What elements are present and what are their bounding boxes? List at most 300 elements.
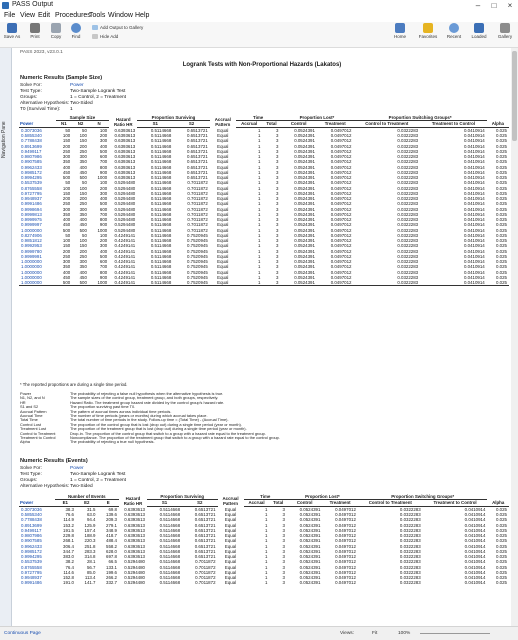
cell-s2: 0.7011872 [187, 211, 208, 217]
cell-control-lost: 0.0524391 [294, 248, 315, 254]
col-accrual: Accrual [236, 121, 263, 127]
cell-treatment-lost: 0.0497012 [317, 280, 354, 286]
cell-s1: 0.5114668 [150, 154, 172, 160]
col-s2: S2 [173, 121, 210, 127]
cell-accrual-pattern: Equal [224, 543, 237, 549]
cell-n: 800 [99, 164, 108, 170]
cell-power[interactable]: 0.9962433 [21, 543, 42, 549]
cell-accrual-pattern: Equal [210, 280, 236, 286]
minimize-icon[interactable]: – [475, 1, 481, 10]
cell-treatment-lost: 0.0497012 [335, 569, 356, 575]
cell-hazard-ratio: 0.6393613 [124, 538, 145, 544]
setting-value: Two-Sided [70, 101, 93, 106]
col-control-lost: Control [280, 121, 317, 127]
col-treatment-lost-events: Treatment [322, 500, 358, 506]
header-number-of-events: Number of Events [55, 494, 120, 500]
cell-accrual-pattern: Equal [224, 575, 237, 581]
cell-accrual-time: 1 [258, 185, 261, 191]
menu-window[interactable]: Window [108, 12, 133, 19]
cell-s1: 0.5114668 [159, 543, 181, 549]
cell-hazard-ratio: 0.5294480 [114, 196, 136, 202]
cell-accrual-pattern: Equal [217, 154, 229, 160]
cell-hazard-ratio: 0.5294480 [114, 222, 136, 228]
cell-accrual-pattern: Equal [224, 522, 237, 528]
navigation-pane[interactable] [0, 48, 12, 626]
menu-view[interactable]: View [20, 12, 36, 19]
cell-accrual-pattern: Equal [224, 564, 237, 570]
cell-treatment-to-control: 0.0410914 [463, 201, 485, 207]
cell-s2: 0.7011872 [187, 227, 208, 233]
setting-row [20, 484, 126, 490]
toolbar-ribbon [0, 22, 518, 48]
vertical-scrollbar[interactable] [511, 48, 518, 626]
cell-control-lost: 0.0524391 [294, 238, 315, 244]
definition-term: Accrual Pattern [20, 408, 47, 414]
cell-hazard-ratio: 0.4249141 [114, 269, 136, 275]
cell-treatment-lost: 0.0497012 [335, 527, 356, 533]
cell-power[interactable]: 0.9994295 [21, 554, 42, 560]
cell-treatment-lost: 0.0497012 [330, 259, 352, 265]
cell-power[interactable]: 0.9985172 [21, 169, 42, 175]
cell-treatment-to-control: 0.0410914 [464, 559, 486, 565]
cell-treatment-lost: 0.0497012 [335, 506, 356, 512]
cell-treatment-lost: 0.0497012 [330, 159, 352, 165]
cell-s2: 0.7011872 [187, 201, 208, 207]
cell-power[interactable]: 0.8913699 [21, 143, 42, 149]
cell-power[interactable]: 0.9999997 [21, 222, 42, 228]
cell-treatment-to-control: 0.0410914 [463, 232, 485, 238]
cell-power[interactable]: 0.9985172 [21, 548, 42, 554]
cell-hazard-ratio: 0.5294480 [114, 190, 136, 196]
cell-control-to-treatment: 0.0322283 [397, 243, 419, 249]
cell-hazard-ratio: 0.6393613 [124, 527, 145, 533]
cell-accrual-time: 1 [258, 248, 261, 254]
cell-accrual-pattern: Equal [217, 138, 229, 144]
cell-accrual-time: 1 [258, 190, 261, 196]
loaded-icon [474, 23, 484, 33]
add-output-to-gallery-button[interactable] [92, 25, 143, 30]
cell-control-lost: 0.0524391 [294, 201, 315, 207]
cell-n: 200 [99, 185, 108, 191]
cell-n: 300 [99, 190, 108, 196]
cell-treatment-to-control: 0.0410914 [463, 164, 485, 170]
cell-control-lost: 0.0524391 [294, 274, 315, 280]
cell-accrual-pattern: Equal [224, 506, 237, 512]
cell-s2: 0.7011872 [187, 206, 208, 212]
cell-s1: 0.5114668 [150, 227, 172, 233]
cell-power[interactable]: 0.9907585 [21, 538, 42, 544]
cell-total-time: 3 [275, 227, 279, 233]
cell-n: 600 [99, 206, 108, 212]
cell-power[interactable]: 0.9851812 [21, 238, 42, 244]
setting-label: Groups: [20, 95, 38, 100]
definition-term: Treatment to Control [20, 435, 56, 441]
cell-total-time: 3 [282, 548, 285, 554]
cell-control-lost: 0.0524391 [294, 264, 315, 270]
cell-control-to-treatment: 0.0322283 [397, 201, 419, 207]
recent-button[interactable] [444, 23, 464, 39]
zoom-slider[interactable] [420, 633, 490, 634]
cell-control-lost: 0.0524391 [299, 554, 321, 560]
cell-accrual-pattern: Equal [224, 580, 237, 586]
cell-s2: 0.7011872 [195, 575, 216, 581]
cell-alpha: 0.025 [496, 217, 507, 223]
cell-treatment-to-control: 0.0410914 [464, 533, 486, 539]
cell-total-time: 3 [282, 533, 285, 539]
cell-power[interactable]: 0.9991486 [21, 201, 42, 207]
cell-power[interactable]: 0.7788438 [21, 517, 42, 523]
cell-s2: 0.7011872 [187, 196, 208, 202]
definition-term: S1 and S2 [20, 404, 39, 410]
cell-hazard-ratio: 0.6393613 [124, 506, 145, 512]
cell-power[interactable]: 0.3073036 [21, 506, 42, 512]
cell-n: 500 [99, 148, 108, 154]
cell-total-time: 3 [275, 269, 279, 275]
home-button[interactable] [390, 23, 410, 39]
cell-accrual-pattern: Equal [217, 248, 229, 254]
cell-power[interactable]: 0.9727795 [21, 569, 42, 575]
cell-total-time: 3 [275, 127, 279, 133]
cell-power[interactable]: 1.0000000 [21, 259, 42, 265]
cell-s1: 0.5114668 [150, 264, 172, 270]
cell-power[interactable]: 0.8765558 [21, 185, 42, 191]
cell-control-lost: 0.0524391 [294, 269, 315, 275]
cell-treatment-to-control: 0.0410914 [464, 527, 486, 533]
cell-s1: 0.5114668 [159, 512, 181, 518]
cell-s2: 0.6513721 [194, 554, 216, 560]
cell-power[interactable]: 0.9992953 [21, 243, 42, 249]
cell-power[interactable]: 0.9999991 [21, 253, 42, 259]
cell-control-lost: 0.0524391 [299, 517, 321, 523]
menu-help[interactable]: Help [135, 12, 150, 19]
cell-power[interactable]: 1.0000000 [21, 274, 42, 280]
cell-power[interactable]: 0.7788438 [21, 138, 42, 144]
cell-hazard-ratio: 0.4249141 [109, 280, 137, 286]
cell-control-to-treatment: 0.0322283 [399, 548, 421, 554]
find-button[interactable] [68, 23, 84, 39]
cell-control-lost: 0.0524391 [294, 143, 315, 149]
cell-hazard-ratio: 0.6393613 [124, 517, 145, 523]
cell-control-lost: 0.0524391 [294, 206, 315, 212]
cell-control-lost: 0.0524391 [294, 159, 315, 165]
cell-power[interactable]: 0.9991486 [21, 580, 42, 586]
version-label: PASS 2023, v23.0.1 [20, 50, 63, 55]
cell-s1: 0.5114668 [137, 280, 173, 286]
zoom-level[interactable]: 100% [398, 631, 411, 636]
col-alpha-events: Alpha [487, 500, 509, 506]
cell-total-time: 3 [282, 538, 285, 544]
cell-treatment-to-control: 0.0410914 [463, 159, 485, 165]
cell-treatment-to-control: 0.0410914 [464, 575, 486, 581]
cell-total-time: 3 [275, 164, 279, 170]
hide-add-button[interactable] [92, 34, 118, 39]
cell-power[interactable]: 0.3073036 [21, 127, 42, 133]
cell-power[interactable]: 0.9998694 [21, 206, 42, 212]
cell-power[interactable]: 0.9499117 [21, 148, 42, 154]
cell-n2: 250 [79, 148, 87, 154]
cell-n: 209.3 [106, 517, 117, 523]
cell-hazard-ratio: 0.6393613 [114, 143, 136, 149]
footnote-sample-size: * The reported proportions are during a single time period. [20, 382, 128, 387]
setting-value: Two-Sided [70, 484, 93, 489]
cell-hazard-ratio: 0.6393613 [114, 133, 136, 139]
cell-accrual-pattern: Equal [217, 148, 229, 154]
cell-alpha: 0.025 [496, 522, 507, 528]
cell-power[interactable]: 0.5537539 [21, 559, 42, 565]
cell-treatment-to-control: 0.0410914 [463, 264, 485, 270]
cell-accrual-pattern: Equal [224, 527, 237, 533]
cell-power[interactable]: 0.9994295 [21, 175, 42, 181]
cell-power[interactable]: 0.9807986 [21, 154, 42, 160]
cell-power[interactable]: 0.9499117 [21, 527, 42, 533]
menu-edit[interactable]: Edit [38, 12, 51, 19]
cell-accrual-time: 1 [258, 259, 261, 265]
save-as-label: Save As [3, 34, 21, 39]
cell-n2: 350 [79, 211, 87, 217]
cell-power[interactable]: 0.5855340 [21, 512, 42, 518]
cell-n2: 100 [79, 133, 87, 139]
favorites-label: Favorites [418, 34, 438, 39]
cell-alpha: 0.025 [496, 133, 507, 139]
cell-n1: 76.4 [65, 564, 74, 570]
cell-control-to-treatment: 0.0322283 [397, 248, 419, 254]
cell-power[interactable]: 0.8274906 [21, 232, 42, 238]
cell-alpha: 0.025 [496, 253, 507, 259]
cell-control-to-treatment: 0.0322283 [397, 159, 419, 165]
cell-control-lost: 0.0524391 [294, 164, 315, 170]
maximize-icon[interactable]: □ [491, 1, 497, 10]
cell-n2: 94.4 [86, 517, 96, 523]
cell-s1: 0.5114668 [159, 575, 181, 581]
loaded-button[interactable] [468, 23, 490, 39]
cell-treatment-lost: 0.0497012 [335, 533, 356, 539]
cell-s1: 0.5114668 [150, 201, 172, 207]
cell-control-lost: 0.0524391 [294, 148, 315, 154]
cell-hazard-ratio: 0.6393613 [124, 512, 145, 518]
setting-value: Two-Sample Logrank Test [70, 472, 126, 477]
cell-control-lost: 0.0524391 [294, 175, 315, 181]
definition-text: The proportion of the treatment group that is lost (drop out) during a single time period (year or month). [70, 426, 247, 432]
cell-s2: 0.6513721 [187, 143, 208, 149]
cell-total-time: 3 [275, 190, 279, 196]
header-accrual-pattern-events: Accrual Pattern [222, 495, 239, 506]
cell-n1: 100 [62, 238, 71, 244]
cell-treatment-lost: 0.0497012 [330, 201, 352, 207]
cell-s1: 0.5114668 [159, 569, 181, 575]
cell-control-lost: 0.0524391 [299, 543, 321, 549]
cell-control-lost: 0.0524391 [294, 217, 315, 223]
cell-accrual-pattern: Equal [217, 206, 229, 212]
definition-term: Control to Treatment [20, 430, 56, 436]
cell-s1: 0.5114668 [150, 169, 172, 175]
favorites-button[interactable] [416, 23, 440, 39]
setting-value[interactable]: Power [70, 466, 84, 471]
cell-s1: 0.5114668 [159, 580, 181, 586]
cell-s2: 0.7520945 [187, 248, 208, 254]
fit-button[interactable]: Fit [372, 631, 378, 636]
menu-tools[interactable]: Tools [89, 12, 106, 19]
col-control-lost-events: Control [287, 500, 323, 506]
cell-s1: 0.5114668 [150, 164, 172, 170]
cell-power[interactable]: 1.0000000 [19, 280, 56, 286]
cell-accrual-time: 1 [265, 527, 268, 533]
cell-n: 266.2 [106, 575, 117, 581]
cell-power[interactable]: 0.8765558 [21, 564, 42, 570]
cell-accrual-pattern: Equal [217, 259, 229, 265]
cell-s2: 0.7520945 [187, 259, 208, 265]
gallery-button[interactable] [494, 23, 516, 39]
cell-power[interactable]: 0.9807986 [21, 533, 42, 539]
cell-hazard-ratio: 0.5294480 [114, 211, 136, 217]
cell-control-lost: 0.0524391 [294, 185, 315, 191]
cell-n1: 300 [62, 154, 71, 160]
cell-treatment-to-control: 0.0410914 [420, 280, 487, 286]
scrollbar-thumb[interactable] [512, 51, 517, 141]
cell-treatment-to-control: 0.0410914 [464, 517, 486, 523]
cell-accrual-time: 1 [258, 211, 261, 217]
cell-total-time: 3 [275, 211, 279, 217]
printer-icon [30, 23, 40, 33]
cell-control-to-treatment: 0.0322283 [399, 569, 421, 575]
report-title: Logrank Tests with Non-Proportional Hazards (Lakatos) [182, 62, 342, 68]
cell-power[interactable]: 0.9999780 [21, 248, 42, 254]
cell-n2: 141.7 [84, 580, 96, 586]
cell-power[interactable]: 0.9727795 [21, 190, 42, 196]
cell-power[interactable]: 0.5537539 [21, 180, 42, 186]
cell-n1: 250 [62, 148, 71, 154]
cell-control-to-treatment: 0.0322283 [399, 554, 421, 560]
cell-n2: 500 [79, 175, 87, 181]
cell-accrual-pattern: Equal [217, 133, 229, 139]
cell-control-lost: 0.0524391 [294, 169, 315, 175]
cell-accrual-pattern: Equal [217, 159, 229, 165]
cell-total-time: 3 [282, 569, 285, 575]
cell-hazard-ratio: 0.5294480 [124, 580, 145, 586]
menu-procedures[interactable]: Procedures [55, 12, 91, 19]
cell-control-to-treatment: 0.0322283 [397, 133, 419, 139]
cell-hazard-ratio: 0.4249141 [114, 248, 136, 254]
cell-accrual-pattern: Equal [217, 201, 229, 207]
cell-s1: 0.5114668 [150, 190, 172, 196]
cell-s2: 0.6513721 [187, 133, 208, 139]
cell-n1: 191.5 [63, 527, 74, 533]
copy-button[interactable] [48, 23, 64, 39]
cell-treatment-to-control: 0.0410914 [463, 190, 485, 196]
cell-s2: 0.6513721 [187, 175, 208, 181]
cell-n2: 400 [79, 217, 87, 223]
cell-total-time: 3 [275, 232, 279, 238]
cell-hazard-ratio: 0.6393613 [124, 522, 145, 528]
save-as-button[interactable] [2, 23, 22, 39]
header-proportion-switching-events: Proportion Switching Groups* [358, 494, 488, 500]
definition-text: The proportion surviving past time T0. [70, 404, 136, 410]
section-heading-events: Numeric Results (Events) [20, 458, 88, 464]
cell-accrual-time: 1 [265, 575, 268, 581]
cell-control-lost: 0.0524391 [294, 253, 315, 259]
cell-hazard-ratio: 0.4249141 [114, 259, 136, 265]
cell-accrual-time: 1 [258, 274, 261, 280]
cell-power[interactable]: 0.8913699 [21, 522, 42, 528]
cell-s2: 0.6513721 [187, 159, 208, 165]
cell-hazard-ratio: 0.6393613 [124, 554, 145, 560]
cell-n: 900 [99, 222, 108, 228]
cell-treatment-to-control: 0.0410914 [463, 222, 485, 228]
cell-accrual-pattern: Equal [224, 554, 237, 560]
col-control-to-treatment: Control to Treatment [353, 121, 420, 127]
cell-power[interactable]: 1.0000000 [21, 227, 42, 233]
cell-n2: 125.9 [84, 522, 96, 528]
cell-n2: 150 [79, 138, 87, 144]
results-table-events [19, 494, 509, 586]
cell-power[interactable]: 0.9948937 [21, 196, 42, 202]
cell-alpha: 0.025 [496, 548, 507, 554]
cell-n2: 200 [79, 196, 87, 202]
cell-treatment-lost: 0.0497012 [330, 148, 352, 154]
cell-s2: 0.7011872 [195, 569, 216, 575]
cell-treatment-to-control: 0.0410914 [463, 227, 485, 233]
definition-term: Total Time [20, 417, 38, 423]
cell-control-to-treatment: 0.0322283 [397, 232, 419, 238]
definition-text: The pattern of accrual times across individual time periods. [70, 408, 172, 414]
cell-control-lost: 0.0524391 [294, 227, 315, 233]
results-table-sample-size [19, 115, 509, 286]
col-treatment-to-control-events: Treatment to Control [423, 500, 488, 506]
cell-treatment-lost: 0.0497012 [330, 217, 352, 223]
print-button[interactable] [26, 23, 44, 39]
cell-treatment-lost: 0.0497012 [335, 512, 356, 518]
cell-treatment-to-control: 0.0410914 [464, 548, 486, 554]
setting-value[interactable]: Power [70, 83, 84, 88]
cell-power[interactable]: 1.0000000 [21, 264, 42, 270]
cell-hazard-ratio: 0.6393613 [114, 175, 136, 181]
cell-s2: 0.6513721 [194, 548, 216, 554]
cell-power[interactable]: 0.9948937 [21, 575, 42, 581]
cell-alpha: 0.025 [496, 559, 507, 565]
cell-n: 500 [99, 201, 108, 207]
close-icon[interactable]: × [507, 1, 513, 10]
cell-control-to-treatment: 0.0322283 [353, 280, 420, 286]
cell-s2: 0.7520945 [187, 243, 208, 249]
cell-n2: 500 [79, 227, 87, 233]
cell-alpha: 0.025 [496, 164, 507, 170]
cell-total-time: 3 [275, 180, 279, 186]
definition-term: Treatment Lost [20, 426, 47, 432]
gallery-label: Gallery [497, 34, 513, 39]
cell-n2: 250 [79, 253, 87, 259]
title-bar [0, 0, 518, 11]
save-icon [7, 23, 17, 33]
cell-accrual-time: 1 [265, 543, 268, 549]
definition-text: The proportion of the control group that is lost (drop out) during a single time period (year or month). [70, 421, 242, 427]
continuous-page-toggle[interactable]: Continuous Page [4, 631, 41, 636]
cell-control-to-treatment: 0.0322283 [397, 180, 419, 186]
cell-power[interactable]: 0.9999813 [21, 211, 42, 217]
cell-power[interactable]: 1.0000000 [21, 269, 42, 275]
cell-total-time: 3 [275, 159, 279, 165]
cell-treatment-lost: 0.0497012 [330, 154, 352, 160]
menu-file[interactable]: File [4, 12, 16, 19]
cell-power[interactable]: 0.9962433 [21, 164, 42, 170]
cell-hazard-ratio: 0.5294480 [114, 227, 136, 233]
cell-alpha: 0.025 [496, 512, 507, 518]
cell-power[interactable]: 0.9907585 [21, 159, 42, 165]
cell-power[interactable]: 0.9999975 [21, 217, 42, 223]
cell-accrual-time: 1 [258, 238, 261, 244]
cell-power[interactable]: 0.5855340 [21, 133, 42, 139]
menu-bar [0, 11, 518, 22]
cell-total-time: 3 [275, 148, 279, 154]
cell-treatment-to-control: 0.0410914 [463, 211, 485, 217]
